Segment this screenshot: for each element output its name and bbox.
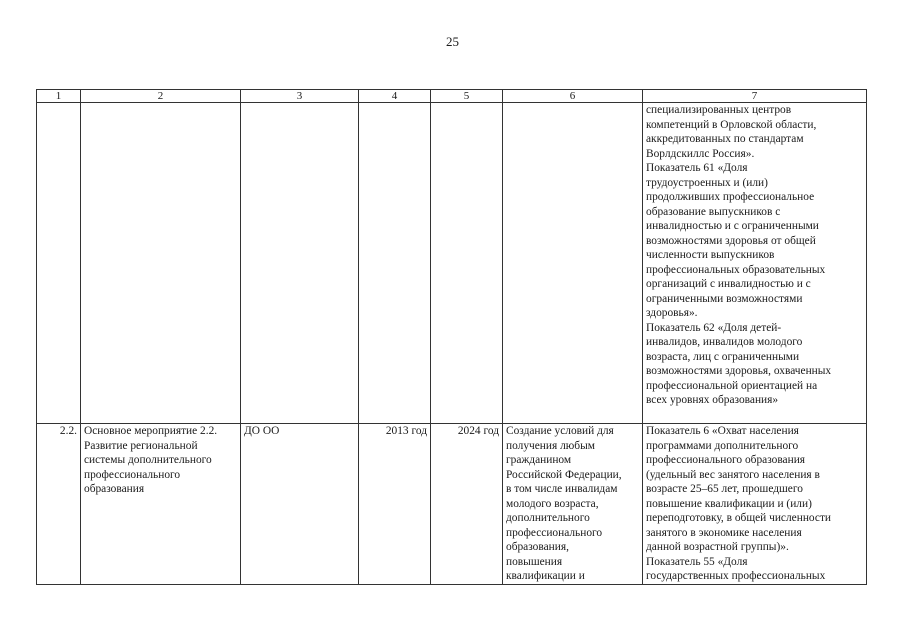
text-line: переподготовку, в общей численности — [646, 512, 832, 524]
text-line: повышение квалификации и (или) — [646, 497, 812, 510]
row2-col4: 2013 год — [359, 424, 431, 585]
text-line: данной возрастной группы)». — [646, 541, 789, 553]
text-line: численности выпускников — [646, 249, 775, 261]
text-line: образования — [84, 483, 145, 495]
row1-col4 — [359, 103, 431, 424]
text-line: специализированных центров — [646, 104, 792, 116]
text-line: возрасте 25–65 лет, прошедшего — [646, 483, 803, 495]
header-col-3: 3 — [241, 90, 359, 103]
row2-col1: 2.2. — [37, 424, 81, 585]
header-col-5: 5 — [431, 90, 503, 103]
row1-col1 — [37, 103, 81, 424]
text-line: повышения — [506, 555, 563, 568]
text-line: Основное мероприятие 2.2. — [84, 425, 218, 437]
table-header-row — [37, 90, 867, 103]
row2-col3: ДО ОО — [241, 424, 359, 585]
page-number: 25 — [446, 34, 459, 49]
row1-col5 — [431, 103, 503, 424]
text-line: Показатель 6 «Охват населения — [646, 425, 799, 437]
text-line: профессионального — [506, 526, 603, 539]
text-line: образования, — [506, 541, 569, 553]
text-line: аккредитованных по стандартам — [646, 133, 804, 145]
row1-col2 — [81, 103, 241, 424]
text-line: гражданином — [506, 454, 572, 466]
row2-col5: 2024 год — [431, 424, 503, 585]
text-line: Создание условий для — [506, 425, 614, 437]
text-line: дополнительного — [506, 512, 590, 524]
text-line: всех уровнях образования» — [646, 394, 779, 406]
text-line: (удельный вес занятого населения в — [646, 468, 820, 481]
row2-col6 — [503, 424, 643, 585]
text-line: возраста, лиц с ограниченными — [646, 350, 800, 363]
text-line: образование выпускников с — [646, 205, 781, 218]
header-col-6: 6 — [503, 90, 643, 103]
text-line: в том числе инвалидам — [506, 483, 618, 495]
header-col-2: 2 — [81, 90, 241, 103]
document-table — [36, 89, 867, 585]
text-line: трудоустроенных и (или) — [646, 176, 768, 189]
text-line: Ворлдскиллс Россия». — [646, 147, 755, 160]
text-line: программами дополнительного — [646, 439, 799, 452]
text-line: организаций с инвалидностью и с — [646, 278, 811, 290]
text-line: государственных профессиональных — [646, 570, 826, 582]
header-col-1: 1 — [37, 90, 81, 103]
row1-col3 — [241, 103, 359, 424]
text-line: возможностями здоровья, охваченных — [646, 365, 832, 377]
text-line: получения любым — [506, 439, 595, 452]
text-line: инвалидов, инвалидов молодого — [646, 336, 803, 348]
text-line: Показатель 62 «Доля детей- — [646, 321, 782, 334]
text-line: квалификации и — [506, 570, 585, 582]
text-line: профессионального — [84, 468, 181, 481]
text-line: профессиональной ориентацией на — [646, 379, 818, 392]
row2-col2 — [81, 424, 241, 585]
text-line: занятого в экономике населения — [646, 526, 802, 539]
text-line: профессиональных образовательных — [646, 263, 826, 276]
text-line: ограниченными возможностями — [646, 292, 803, 305]
text-line: профессионального образования — [646, 454, 806, 466]
table-row — [37, 103, 867, 424]
header-col-7: 7 — [643, 90, 867, 103]
text-line: системы дополнительного — [84, 454, 212, 466]
text-line: компетенций в Орловской области, — [646, 118, 817, 131]
text-line: Российской Федерации, — [506, 468, 622, 481]
table-row — [37, 424, 867, 585]
text-line: Развитие региональной — [84, 439, 198, 452]
text-line: молодого возраста, — [506, 497, 599, 510]
text-line: продолживших профессиональное — [646, 191, 815, 203]
text-line: Показатель 55 «Доля — [646, 555, 748, 568]
header-col-4: 4 — [359, 90, 431, 103]
text-line: здоровья». — [646, 307, 698, 319]
row1-col7 — [643, 103, 867, 424]
text-line: возможностями здоровья от общей — [646, 234, 816, 247]
text-line: инвалидностью и с ограниченными — [646, 220, 819, 232]
row2-col7 — [643, 424, 867, 585]
text-line: Показатель 61 «Доля — [646, 162, 748, 174]
row1-col6 — [503, 103, 643, 424]
